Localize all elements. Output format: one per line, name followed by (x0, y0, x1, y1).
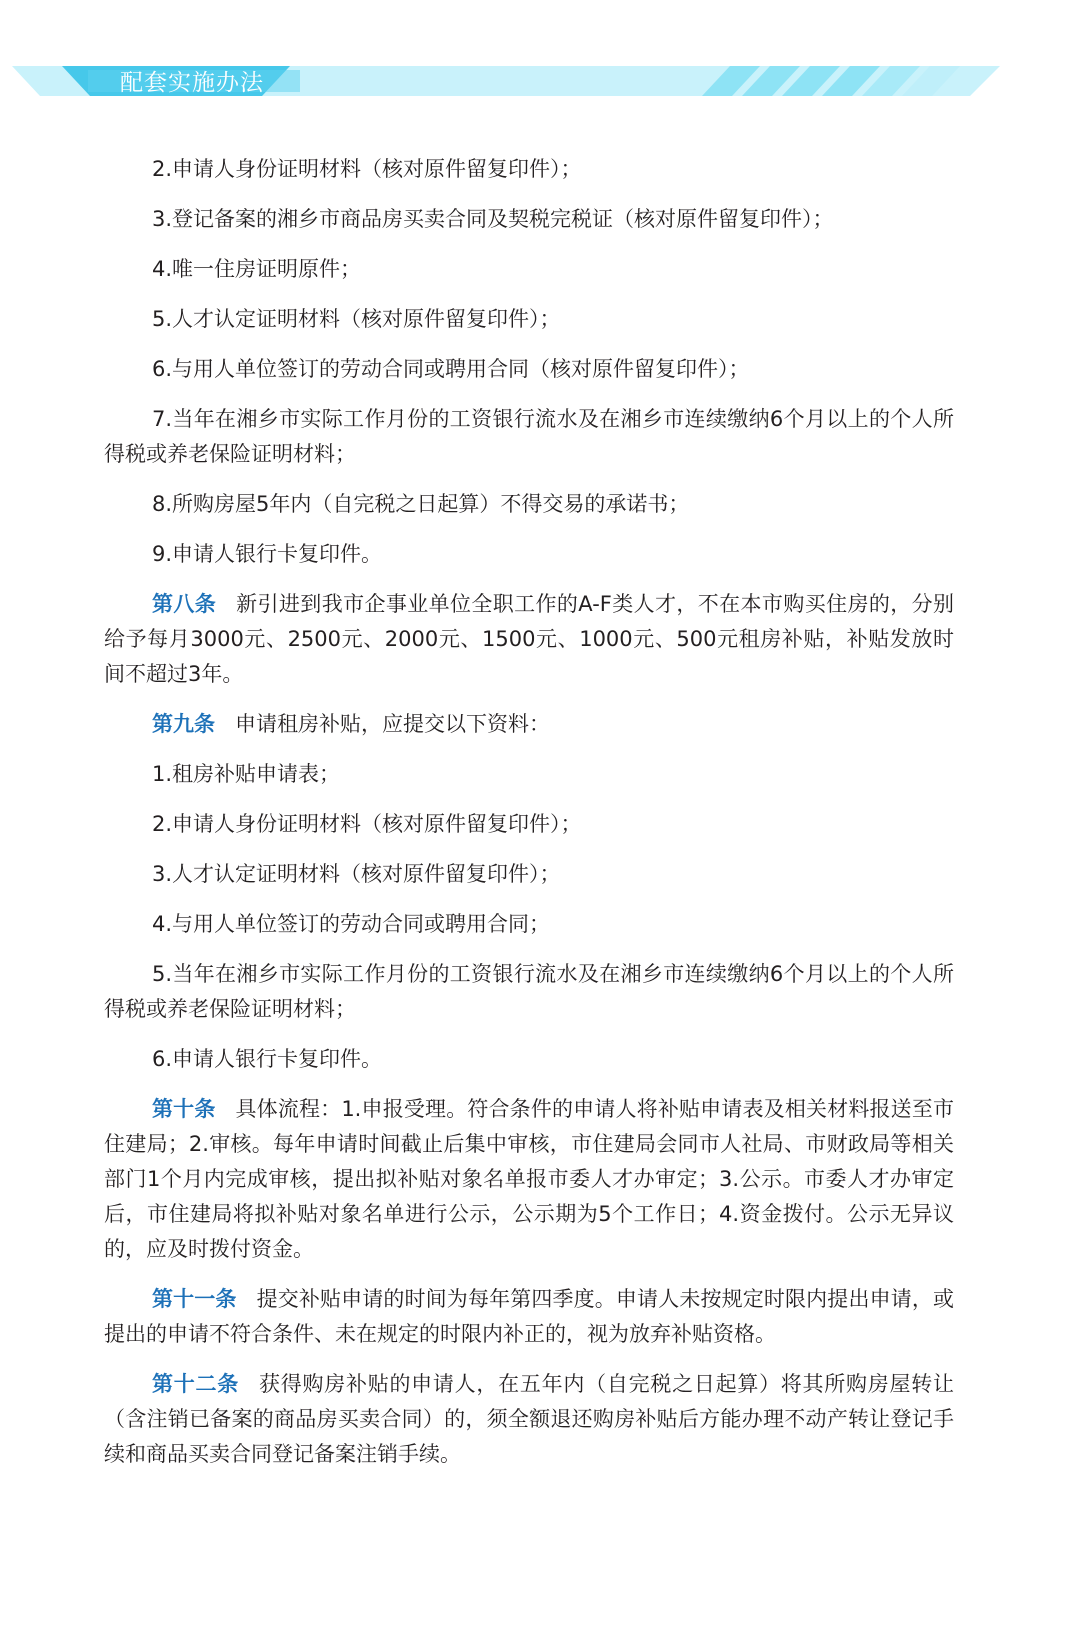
article-number: 第八条 (152, 592, 217, 616)
article-paragraph (104, 1367, 954, 1472)
list-item (104, 807, 954, 842)
article-paragraph (104, 1282, 954, 1352)
page-section-title: 配套实施办法 (120, 70, 264, 96)
article-number: 第十条 (152, 1097, 216, 1121)
article-number: 第十二条 (152, 1372, 239, 1396)
article-paragraph (104, 1092, 954, 1267)
paragraph-text: 提交补贴申请的时间为每年第四季度。申请人未按规定时限内提出申请，或提出的申请不符合条件、未在规定的时限内补正的，视为放弃补贴资格。 (104, 1287, 955, 1346)
paragraph-text: 申请租房补贴，应提交以下资料： (235, 712, 550, 736)
paragraph-text: 7.当年在湘乡市实际工作月份的工资银行流水及在湘乡市连续缴纳6个月以上的个人所得税或养老保险证明材料； (104, 407, 954, 466)
paragraph-text: 2.申请人身份证明材料（核对原件留复印件）； (152, 812, 582, 836)
list-item (104, 957, 954, 1027)
paragraph-text: 新引进到我市企事业单位全职工作的A-F类人才，不在本市购买住房的，分别给予每月3000元、2500元、2000元、1500元、1000元、500元租房补贴，补贴发放时间不超过3年。 (104, 592, 955, 686)
list-item (104, 757, 954, 792)
paragraph-text: 2.申请人身份证明材料（核对原件留复印件）； (152, 157, 582, 181)
list-item (104, 1042, 954, 1077)
paragraph-text: 5.当年在湘乡市实际工作月份的工资银行流水及在湘乡市连续缴纳6个月以上的个人所得税或养老保险证明材料； (104, 962, 954, 1021)
list-item (104, 202, 954, 237)
paragraph-text: 具体流程：1.申报受理。符合条件的申请人将补贴申请表及相关材料报送至市住建局；2.审核。每年申请时间截止后集中审核，市住建局会同市人社局、市财政局等相关部门1个月内完成审核，提出拟补贴对象名单报市委人才办审定；3.公示。市委人才办审定后，市住建局将拟补贴对象名单进行公示，公示期为5个工作日；4.资金拨付。公示无异议的，应及时拨付资金。 (104, 1097, 954, 1261)
article-number: 第九条 (152, 712, 215, 736)
paragraph-text: 5.人才认定证明材料（核对原件留复印件）； (152, 307, 561, 331)
paragraph-text: 8.所购房屋5年内（自完税之日起算）不得交易的承诺书； (152, 492, 690, 516)
paragraph-text: 3.登记备案的湘乡市商品房买卖合同及契税完税证（核对原件留复印件）； (152, 207, 834, 231)
paragraph-text: 4.唯一住房证明原件； (152, 257, 362, 281)
list-item (104, 487, 954, 522)
list-item (104, 302, 954, 337)
document-body (104, 152, 954, 1487)
article-paragraph (104, 587, 954, 692)
list-item (104, 857, 954, 892)
paragraph-text: 3.人才认定证明材料（核对原件留复印件）； (152, 862, 561, 886)
paragraph-text: 1.租房补贴申请表； (152, 762, 341, 786)
paragraph-text: 获得购房补贴的申请人，在五年内（自完税之日起算）将其所购房屋转让（含注销已备案的商品房买卖合同）的，须全额退还购房补贴后方能办理不动产转让登记手续和商品买卖合同登记备案注销手续。 (104, 1372, 955, 1466)
paragraph-text: 9.申请人银行卡复印件。 (152, 542, 383, 566)
list-item (104, 402, 954, 472)
header-band (0, 0, 1080, 110)
list-item (104, 152, 954, 187)
list-item (104, 537, 954, 572)
paragraph-text: 6.与用人单位签订的劳动合同或聘用合同（核对原件留复印件）； (152, 357, 750, 381)
paragraph-text: 6.申请人银行卡复印件。 (152, 1047, 383, 1071)
article-paragraph (104, 707, 954, 742)
list-item (104, 907, 954, 942)
paragraph-text: 4.与用人单位签订的劳动合同或聘用合同； (152, 912, 551, 936)
list-item (104, 252, 954, 287)
list-item (104, 352, 954, 387)
article-number: 第十一条 (152, 1287, 237, 1311)
